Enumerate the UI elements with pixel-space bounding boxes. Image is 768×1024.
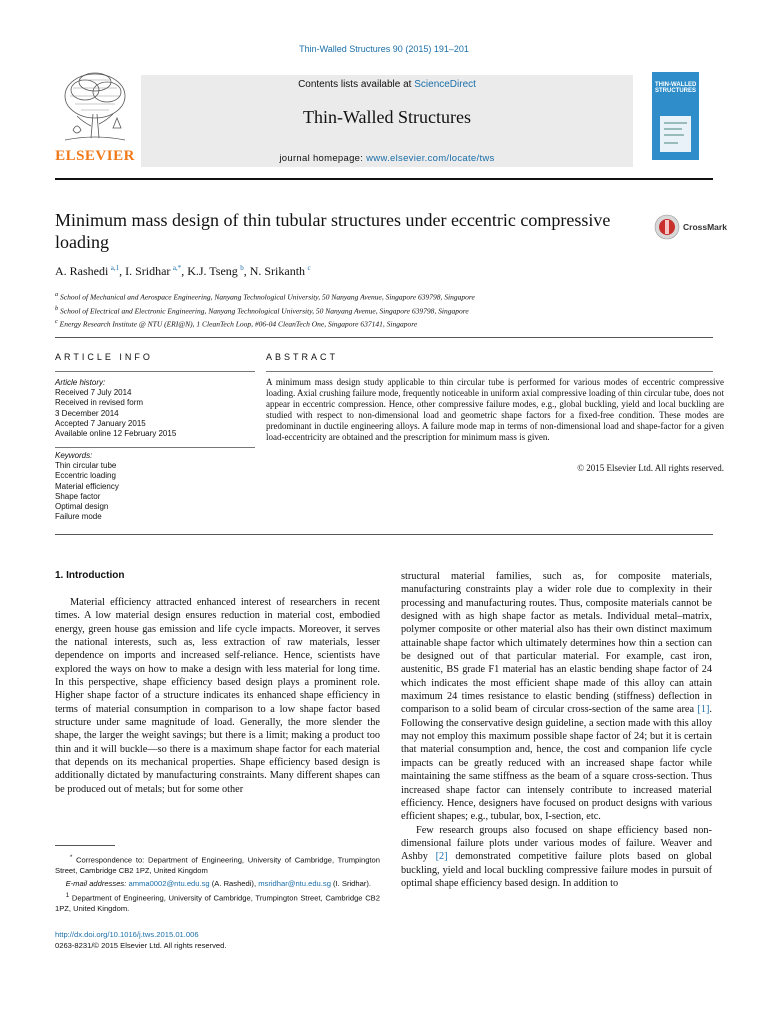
issn-copyright: 0263-8231/© 2015 Elsevier Ltd. All rights reserved. bbox=[55, 941, 227, 950]
abstract-heading: ABSTRACT bbox=[266, 352, 339, 362]
header-rule bbox=[55, 178, 713, 180]
author-list: A. Rashedi $^{a,1}$, I. Sridhar $^{a,*}$, K.J. Tseng $^b$, N. Srikanth $^c$ bbox=[55, 264, 311, 278]
email-footnote: E-mail addresses: amma0002@ntu.edu.sg (A. Rashedi), msridhar@ntu.edu.sg (I. Sridhar). bbox=[65, 878, 372, 888]
history-item: 3 December 2014 bbox=[55, 408, 119, 418]
masthead-panel bbox=[141, 75, 633, 167]
body-paragraph: Few research groups also focused on shape efficiency based non-dimensional failure plots under various modes of failure. Weaver and Ashby [2] demonstrated competitive failure plots based on global buckling, yield and local buckling compressive failure modes in pursuit of optimal shape efficiency based design. In addition to bbox=[401, 824, 712, 889]
email-link[interactable]: amma0002@ntu.edu.sg bbox=[128, 878, 210, 888]
doi-link[interactable]: http://dx.doi.org/10.1016/j.tws.2015.01.006 bbox=[55, 930, 199, 939]
affiliation: $^a$ School of Mechanical and Aerospace Engineering, Nanyang Technological University, 50 Nanyang Avenue, Singapore 639798, Singapore bbox=[55, 291, 475, 302]
history-item: Received in revised form bbox=[55, 398, 144, 408]
abstract-rule bbox=[266, 371, 713, 372]
journal-title: Thin-Walled Structures bbox=[302, 107, 471, 127]
affiliation: $^c$ Energy Research Institute @ NTU (ERI@N), 1 CleanTech Loop, #06-04 CleanTech One, Singapore 637141, Singapore bbox=[55, 318, 418, 329]
front-matter-rule bbox=[55, 534, 713, 535]
journal-homepage-link[interactable]: www.elsevier.com/locate/tws bbox=[366, 153, 495, 164]
journal-cover-thumbnail[interactable] bbox=[652, 72, 699, 160]
keyword: Shape factor bbox=[55, 491, 101, 501]
email-link[interactable]: msridhar@ntu.edu.sg bbox=[258, 878, 331, 888]
author-name: A. Rashedi bbox=[55, 264, 109, 278]
homepage-line bbox=[141, 153, 633, 164]
abstract-text: A minimum mass design study applicable to thin circular tube is performed for various modes of eccentric compressive loading. Axial crushing failure mode, frequently noticeable in uniform axial compressive loading of thin circular tube, does not appear in eccentric compression. Hence, other compressive failure modes, e.g., global buckling, yield and local buckling are studied with respect to non-dimensional load and geometric shape factors for a fixed-free condition. These modes are predominant in ductile engineering alloys. A failure mode map in terms of non-dimensional load and shape-factor for a given load-eccentricity are obtained and the prescription for minimum mass is given. bbox=[266, 377, 724, 442]
journal-masthead bbox=[55, 66, 715, 172]
crossmark-icon bbox=[654, 214, 680, 240]
crossmark-label: CrossMark bbox=[683, 222, 727, 232]
reference-link[interactable]: [2] bbox=[435, 851, 448, 863]
footnote-rule bbox=[55, 845, 115, 846]
reference-link[interactable]: [1] bbox=[697, 704, 710, 716]
affiliations bbox=[55, 289, 695, 330]
affiliation-footnote: $^1$ Department of Engineering, University of Cambridge, Trumpington Street, Cambridge CB2 1PZ, United Kingdom. bbox=[55, 892, 380, 914]
homepage-prefix: journal homepage: bbox=[279, 153, 367, 164]
author-name: K.J. Tseng bbox=[187, 264, 238, 278]
doi-block bbox=[55, 929, 227, 951]
keywords bbox=[55, 451, 255, 522]
affiliation: $^b$ School of Electrical and Electronic Engineering, Nanyang Technological University, 50 Nanyang Avenue, Singapore 639798, Singapore bbox=[55, 304, 469, 315]
section-rule bbox=[55, 337, 713, 338]
author-affiliation-mark[interactable]: b bbox=[240, 264, 244, 272]
article-info-rule bbox=[55, 371, 255, 372]
author-name: N. Srikanth bbox=[249, 264, 306, 278]
contents-line bbox=[141, 79, 633, 90]
corresponding-author-footnote: * Correspondence to: Department of Engineering, University of Cambridge, Trumpington Street, Cambridge CB2 1PZ, United Kingdom bbox=[55, 854, 380, 876]
history-item: Received 7 July 2014 bbox=[55, 388, 132, 398]
cover-title: THIN-WALLED STRUCTURES bbox=[655, 82, 697, 94]
keyword: Failure mode bbox=[55, 512, 102, 522]
section-heading-introduction: 1. Introduction bbox=[55, 570, 125, 581]
journal-reference[interactable]: Thin-Walled Structures 90 (2015) 191–201 bbox=[299, 44, 469, 54]
history-label: Article history: bbox=[55, 378, 106, 387]
author-name: I. Sridhar bbox=[125, 264, 171, 278]
abstract-copyright: © 2015 Elsevier Ltd. All rights reserved. bbox=[577, 463, 724, 473]
author-affiliation-mark[interactable]: a,1 bbox=[110, 264, 120, 272]
right-column bbox=[401, 570, 712, 890]
sciencedirect-link[interactable]: ScienceDirect bbox=[414, 79, 476, 90]
keyword: Material efficiency bbox=[55, 481, 119, 491]
body-paragraph: structural material families, such as, for composite materials, manufacturing constraints play a wider role due to complexity in their processing and manufacturing routes. Thus, composite materials cannot be designed with as high shape factor as metals. Individual metal–matrix, polymer composite or other material also has their own distinct maximum attainable shape factor which ultimately determines how thin a section can be designed out of that particular material. For example, cast iron, austenitic, BS grade F1 material has an elastic bending shape factor of 24 which indicates the most efficient shape made of this alloy can attain maximum 24 times resistance to elastic bending (stiffness) deflection in comparison to a solid beam of circular cross-section of the same area [1]. Following the conservative design guideline, a section made with this alloy may not employ this maximum possible shape factor of 24; but it is certain that material consumption and, hence, the cost and companion life cycle impacts can be greatly reduced with an increased shape factor while maintaining the same stiffness as the beam of a square cross-section. Thus increased shape factor can intensely contribute to increased material efficiency. Hence, designers have focused on product designs with various efficient shapes; e.g., tubular, box, I-section, etc. bbox=[401, 571, 712, 823]
keyword: Eccentric loading bbox=[55, 471, 116, 481]
publisher-name: ELSEVIER bbox=[55, 148, 135, 164]
body-paragraph: Material efficiency attracted enhanced interest of researchers in recent times. A low material design ensures reduction in material cost, embodied energy, green house gas emission and life cycle impacts. Moreover, it serves the national interests, such as, less extraction of raw materials, lesser dependence on imports and increased self-reliance. Hence, scientists have explored the ways on how to make a design with less material for long time. In this perspective, shape efficiency based design plays a prominent role. Higher shape factor of a structure indicates its enhanced shape efficiency in terms of material consumption in comparison to a low shape factor based structure under same magnitude of load. Generally, the more slender the shape, the larger the weight savings; but there is a limit; making a product too thin and it will buckle—so there is a maximum shape factor for each material that depends on its mechanical properties. Shape efficiency based design is additionally dictated by manufacturing constraints. Many different shapes can be produced out of metals; but for some other bbox=[55, 597, 380, 795]
keywords-label: Keywords: bbox=[55, 451, 93, 460]
history-item: Available online 12 February 2015 bbox=[55, 429, 177, 439]
keyword: Thin circular tube bbox=[55, 461, 117, 471]
article-title: Minimum mass design of thin tubular structures under eccentric compressive loading bbox=[55, 210, 611, 252]
crossmark-badge[interactable] bbox=[654, 214, 734, 238]
author-affiliation-mark[interactable]: a,* bbox=[172, 264, 182, 272]
history-item: Accepted 7 January 2015 bbox=[55, 418, 146, 428]
keywords-rule bbox=[55, 447, 255, 448]
cover-graphic-icon bbox=[660, 116, 691, 152]
article-info-heading: ARTICLE INFO bbox=[55, 352, 153, 362]
article-history bbox=[55, 378, 255, 439]
author-affiliation-mark[interactable]: c bbox=[307, 264, 311, 272]
contents-prefix: Contents lists available at bbox=[298, 79, 415, 90]
footnotes bbox=[55, 853, 380, 917]
keyword: Optimal design bbox=[55, 502, 109, 512]
